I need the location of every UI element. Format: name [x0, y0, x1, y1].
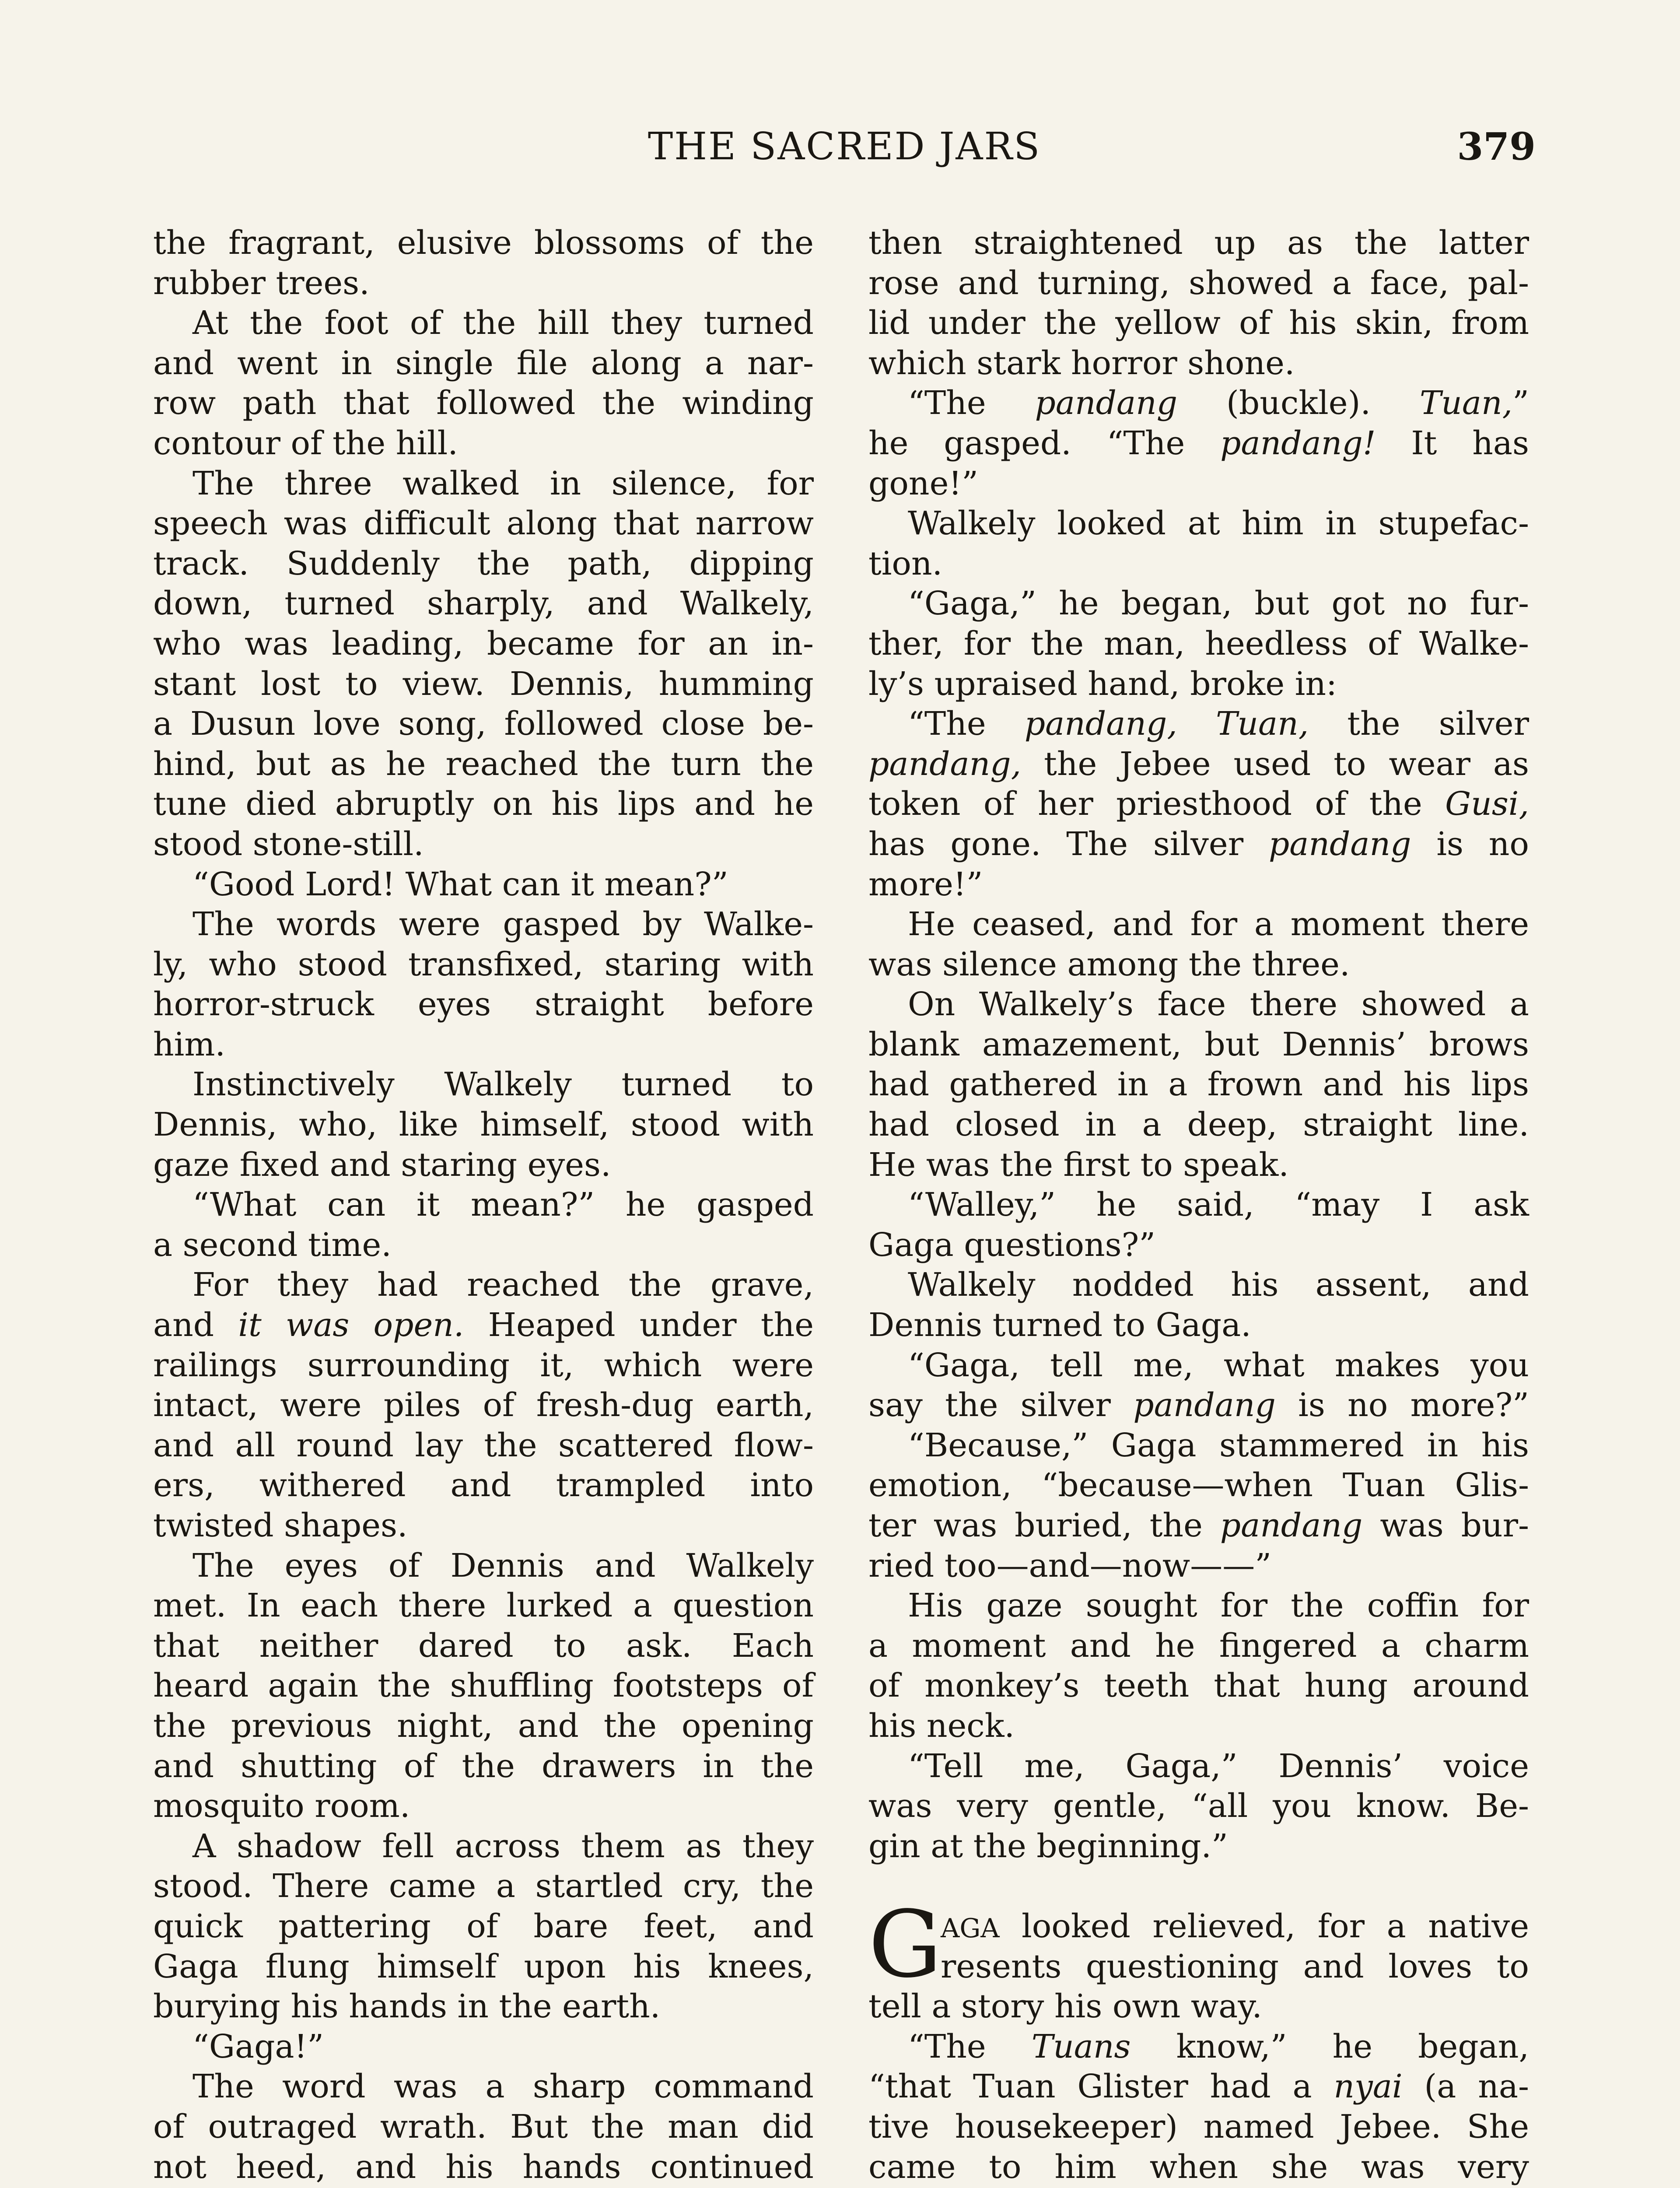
italic-run: pandang: [1268, 825, 1411, 863]
text-line: stood. There came a startled cry, the: [153, 1867, 814, 1905]
text-line: who was leading, became for an in-: [153, 624, 814, 663]
italic-run: Gusi,: [1445, 785, 1529, 823]
text-run: (buckle).: [1177, 384, 1420, 422]
text-line: emotion, “because—when Tuan Glis-: [868, 1466, 1529, 1504]
text-line: “Gaga,” he began, but got no fur-: [908, 585, 1529, 623]
text-line: The eyes of Dennis and Walkely: [192, 1546, 814, 1585]
text-line: Instinctively Walkely turned to: [192, 1066, 814, 1104]
text-line: The word was a sharp command: [192, 2068, 814, 2106]
text-line: horror-struck eyes straight before: [153, 985, 814, 1024]
text-run: token of her priesthood of the: [868, 785, 1446, 823]
text-line: was very gentle, “all you know. Be-: [868, 1787, 1529, 1825]
text-line: “Gaga!”: [192, 2027, 324, 2065]
italic-run: it was open.: [238, 1306, 464, 1344]
text-line: [868, 424, 1529, 464]
text-line: ers, withered and trampled into: [153, 1466, 814, 1504]
text-line: ther, for the man, heedless of Walke-: [868, 624, 1529, 663]
text-line: “Because,” Gaga stammered in his: [908, 1426, 1529, 1464]
text-line: and shutting of the drawers in the: [153, 1747, 814, 1785]
text-line: [868, 784, 1529, 824]
text-line: [868, 2027, 1529, 2067]
right-column: [868, 223, 1529, 2188]
text-line: a Dusun love song, followed close be-: [153, 705, 814, 743]
text-line: and went in single file along a nar-: [153, 344, 814, 382]
text-line: “Walley,” he said, “may I ask: [908, 1186, 1529, 1224]
text-line: [868, 744, 1529, 785]
text-line: railings surrounding it, which were: [153, 1346, 814, 1384]
page-number: 379: [1457, 125, 1536, 169]
text-line: speech was difficult along that narrow: [153, 505, 814, 543]
text-run: say the silver: [868, 1386, 1134, 1424]
text-line: stood stone-still.: [153, 825, 424, 863]
text-line: contour of the hill.: [153, 424, 458, 462]
text-line: A shadow fell across them as they: [192, 1827, 814, 1865]
text-line: which stark horror shone.: [868, 344, 1295, 382]
text-run: “The: [908, 384, 1035, 422]
italic-run: Tuans: [1031, 2027, 1131, 2065]
drop-cap: G: [868, 1890, 942, 1998]
italic-run: nyai: [1334, 2068, 1403, 2106]
text-line: rose and turning, showed a face, pal-: [868, 264, 1529, 302]
small-caps-run: AGA: [941, 1913, 1000, 1944]
text-line: hind, but as he reached the turn the: [153, 745, 814, 783]
text-line: His gaze sought for the coffin for: [908, 1587, 1529, 1625]
text-run: “The: [908, 2027, 1032, 2065]
text-line: more!”: [868, 865, 983, 903]
page-header: [153, 125, 1536, 173]
text-line: Dennis turned to Gaga.: [868, 1306, 1251, 1344]
text-line: ried too—and—now——”: [868, 1546, 1272, 1585]
text-line: gaze fixed and staring eyes.: [153, 1146, 611, 1184]
text-run: ter was buried, the: [868, 1507, 1220, 1544]
text-line: tive housekeeper) named Jebee. She: [868, 2107, 1529, 2146]
dropcap-paragraph: [868, 1890, 1529, 2027]
text-line: intact, were piles of fresh-dug earth,: [153, 1386, 814, 1424]
running-head: THE SACRED JARS: [648, 125, 1041, 168]
text-run: has gone. The silver: [868, 825, 1269, 863]
text-line: resents questioning and loves to: [941, 1947, 1529, 1985]
text-line: Dennis, who, like himself, stood with: [153, 1106, 814, 1144]
text-line: Gaga flung himself upon his knees,: [153, 1947, 814, 1985]
text-line: the previous night, and the opening: [153, 1707, 814, 1745]
italic-run: Tuan,: [1419, 384, 1513, 422]
text-line: “Gaga, tell me, what makes you: [908, 1346, 1529, 1384]
text-line: stant lost to view. Dennis, humming: [153, 665, 814, 703]
text-line: burying his hands in the earth.: [153, 1988, 661, 2026]
text-line: “Good Lord! What can it mean?”: [192, 865, 728, 903]
text-line: quick pattering of bare feet, and: [153, 1907, 814, 1945]
text-line: On Walkely’s face there showed a: [908, 985, 1529, 1024]
text-line: a second time.: [153, 1226, 392, 1264]
text-line: of outraged wrath. But the man did: [153, 2107, 814, 2146]
italic-run: pandang: [1220, 1507, 1363, 1544]
text-line: gone!”: [868, 464, 978, 502]
text-line: He ceased, and for a moment there: [908, 905, 1529, 943]
text-line: mosquito room.: [153, 1787, 410, 1825]
text-run: (a na-: [1402, 2068, 1529, 2106]
italic-run: pandang, Tuan,: [1024, 705, 1309, 743]
text-line: “What can it mean?” he gasped: [192, 1186, 814, 1224]
text-run: was bur-: [1362, 1507, 1529, 1544]
text-line: blank amazement, but Dennis’ brows: [868, 1025, 1529, 1063]
text-line: Walkely nodded his assent, and: [908, 1266, 1529, 1304]
text-line: [868, 704, 1529, 744]
text-line: him.: [153, 1025, 226, 1063]
left-column: [153, 223, 814, 2188]
italic-run: pandang,: [868, 745, 1022, 783]
text-line: [153, 1305, 814, 1346]
text-line: ly’s upraised hand, broke in:: [868, 665, 1337, 703]
text-line: gin at the beginning.”: [868, 1827, 1228, 1865]
text-line: The three walked in silence, for: [192, 464, 814, 502]
italic-run: pandang: [1133, 1386, 1276, 1424]
text-line: down, turned sharply, and Walkely,: [153, 585, 814, 623]
text-run: ”: [1512, 384, 1529, 422]
text-line: track. Suddenly the path, dipping: [153, 544, 814, 582]
text-line: “Tell me, Gaga,” Dennis’ voice: [908, 1747, 1529, 1785]
text-line: tune died abruptly on his lips and he: [153, 785, 814, 823]
text-line: of monkey’s teeth that hung around: [868, 1667, 1529, 1705]
text-run: is no more?”: [1275, 1386, 1529, 1424]
text-line: heard again the shuffling footsteps of: [153, 1667, 814, 1705]
text-run: the silver: [1309, 705, 1529, 743]
section-spacer: [868, 1866, 1529, 1907]
text-line: [868, 2067, 1529, 2107]
text-line: [868, 824, 1529, 865]
text-run: Heaped under the: [464, 1306, 814, 1344]
text-line: The words were gasped by Walke-: [192, 905, 814, 943]
text-line: ly, who stood transfixed, staring with: [153, 945, 814, 983]
text-run: and: [153, 1306, 238, 1344]
text-line: had closed in a deep, straight line.: [868, 1106, 1529, 1144]
italic-run: pandang!: [1220, 424, 1376, 462]
text-line: twisted shapes.: [153, 1507, 408, 1544]
text-run: looked relieved, for a native: [999, 1907, 1529, 1945]
text-run: know,” he began,: [1130, 2027, 1529, 2065]
text-line: lid under the yellow of his skin, from: [868, 304, 1529, 342]
text-line: rubber trees.: [153, 264, 370, 302]
text-run: he gasped. “The: [868, 424, 1221, 462]
text-line: met. In each there lurked a question: [153, 1587, 814, 1625]
text-line: Gaga questions?”: [868, 1226, 1156, 1264]
text-run: the Jebee used to wear as: [1021, 745, 1529, 783]
text-line: tell a story his own way.: [868, 1988, 1262, 2026]
text-line: [868, 1506, 1529, 1546]
text-line: tion.: [868, 544, 943, 582]
text-line: [868, 1385, 1529, 1426]
text-line: At the foot of the hill they turned: [192, 304, 814, 342]
text-line: Walkely looked at him in stupefac-: [908, 505, 1529, 543]
text-line: a moment and he fingered a charm: [868, 1627, 1529, 1665]
text-run: “The: [908, 705, 1025, 743]
text-line: had gathered in a frown and his lips: [868, 1066, 1529, 1104]
text-run: is no: [1411, 825, 1529, 863]
text-line: For they had reached the grave,: [192, 1266, 814, 1304]
text-line: not heed, and his hands continued: [153, 2148, 814, 2186]
text-line: [868, 1907, 1529, 1947]
text-line: row path that followed the winding: [153, 384, 814, 422]
text-line: then straightened up as the latter: [868, 224, 1529, 262]
text-line: was silence among the three.: [868, 945, 1350, 983]
text-line: that neither dared to ask. Each: [153, 1627, 814, 1665]
text-run: It has: [1376, 424, 1529, 462]
italic-run: pandang: [1035, 384, 1178, 422]
text-line: the fragrant, elusive blossoms of the: [153, 224, 814, 262]
text-run: “that Tuan Glister had a: [868, 2068, 1334, 2106]
text-line: and all round lay the scattered flow-: [153, 1426, 814, 1464]
text-line: He was the first to speak.: [868, 1146, 1289, 1184]
text-line: his neck.: [868, 1707, 1015, 1745]
text-line: [868, 383, 1529, 424]
text-line: came to him when she was very: [868, 2148, 1529, 2186]
